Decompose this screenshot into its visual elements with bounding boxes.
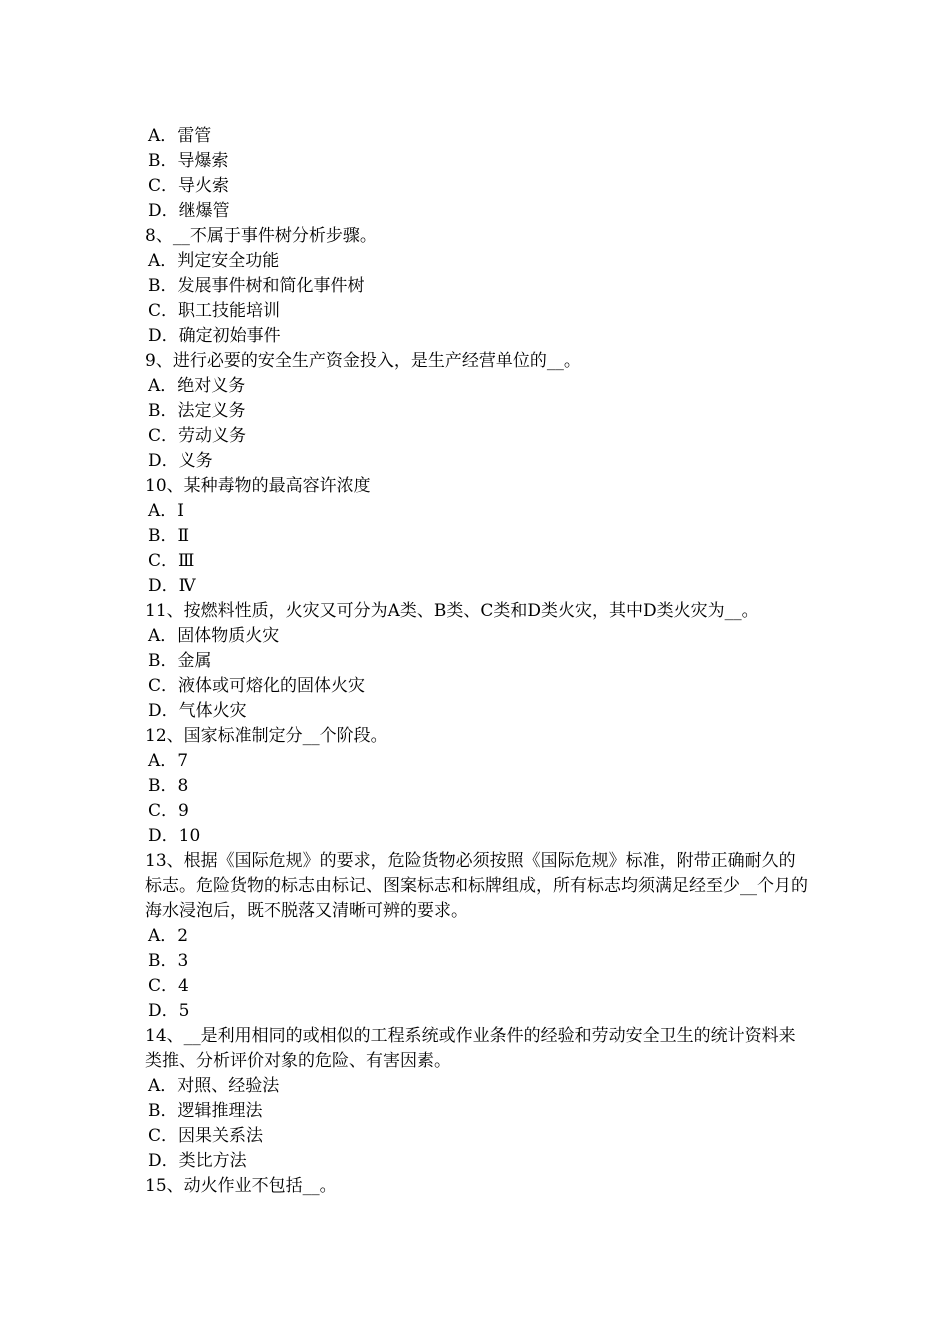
question-text: 9、进行必要的安全生产资金投入，是生产经营单位的__。 (145, 351, 581, 371)
answer-option: B．逻辑推理法 (148, 1101, 263, 1121)
answer-option: A．2 (148, 926, 189, 946)
answer-option: C．职工技能培训 (148, 301, 281, 321)
answer-option: A．雷管 (148, 126, 212, 146)
answer-option: A．对照、经验法 (148, 1076, 280, 1096)
document-body (145, 124, 810, 1199)
answer-option: B．3 (148, 951, 189, 971)
answer-option: B．导爆索 (148, 151, 229, 171)
answer-option: A．判定安全功能 (148, 251, 280, 271)
answer-option: B．8 (148, 776, 189, 796)
answer-option: D．继爆管 (148, 201, 230, 221)
answer-option: A．7 (148, 751, 189, 771)
answer-option: C．因果关系法 (148, 1126, 264, 1146)
question-text: 15、动火作业不包括__。 (145, 1176, 337, 1196)
answer-option: C．导火索 (148, 176, 230, 196)
answer-option: D．确定初始事件 (148, 326, 281, 346)
answer-option: A．绝对义务 (148, 376, 246, 396)
answer-option: C．液体或可熔化的固体火灾 (148, 676, 366, 696)
answer-option: B．金属 (148, 651, 212, 671)
answer-option: C．9 (148, 801, 189, 821)
answer-option: A．Ⅰ (148, 501, 184, 521)
answer-option: D．义务 (148, 451, 213, 471)
answer-option: D．5 (148, 1001, 190, 1021)
answer-option: C．劳动义务 (148, 426, 247, 446)
question-text: 12、国家标准制定分__个阶段。 (145, 726, 388, 746)
answer-option: C．Ⅲ (148, 551, 195, 571)
question-text: 14、__是利用相同的或相似的工程系统或作业条件的经验和劳动安全卫生的统计资料来类推、分析评价对象的危险、有害因素。 (145, 1026, 796, 1071)
question-text: 13、根据《国际危规》的要求，危险货物必须按照《国际危规》标准，附带正确耐久的标志。危险货物的标志由标记、图案标志和标牌组成，所有标志均须满足经至少__个月的海水浸泡后，既不脱落又清晰可辨的要求。 (145, 851, 808, 921)
answer-option: D．10 (148, 826, 201, 846)
question-text: 10、某种毒物的最高容许浓度 (145, 476, 371, 496)
answer-option: B．Ⅱ (148, 526, 190, 546)
answer-option: C．4 (148, 976, 189, 996)
question-text: 11、按燃料性质，火灾又可分为A类、B类、C类和D类火灾，其中D类火灾为__。 (145, 601, 759, 621)
answer-option: D．Ⅳ (148, 576, 196, 596)
answer-option: A．固体物质火灾 (148, 626, 280, 646)
answer-option: D．类比方法 (148, 1151, 247, 1171)
answer-option: B．法定义务 (148, 401, 246, 421)
answer-option: B．发展事件树和简化事件树 (148, 276, 365, 296)
answer-option: D．气体火灾 (148, 701, 247, 721)
question-text: 8、__不属于事件树分析步骤。 (145, 226, 377, 246)
